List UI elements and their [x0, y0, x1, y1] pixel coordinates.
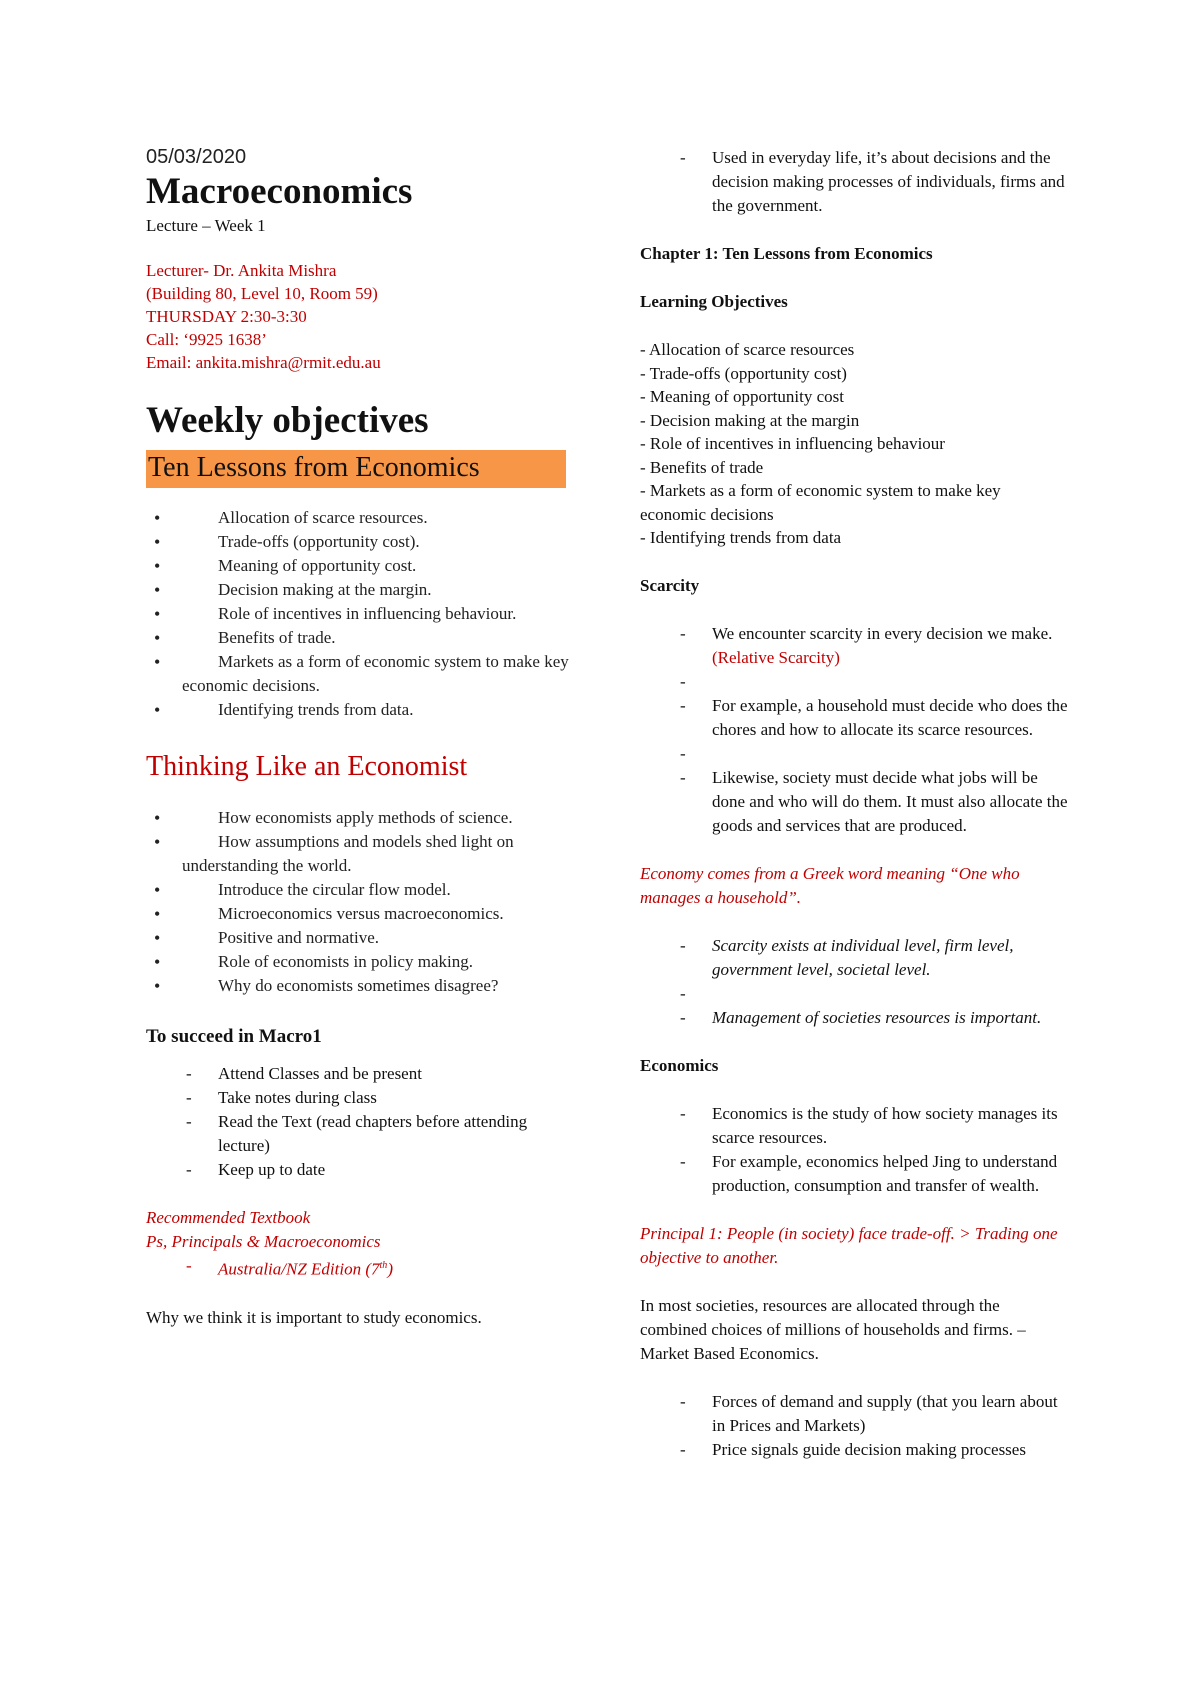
scarcity-heading: Scarcity [640, 575, 700, 595]
list-item: • Markets as a form of economic system to make key economic decisions. [146, 650, 576, 698]
textbook-list [146, 1254, 576, 1282]
lecturer-location: (Building 80, Level 10, Room 59) [146, 283, 378, 303]
list-item: - For example, economics helped Jing to understand production, consumption and transfer of wealth. [640, 1150, 1070, 1198]
textbook-edition-text: Australia/NZ Edition (7 [218, 1259, 380, 1279]
intro-item: - Used in everyday life, it’s about decisions and the decision making processes of individuals, firms and the government. [640, 146, 1070, 218]
list-item: • Meaning of opportunity cost. [146, 554, 576, 578]
textbook-title: Ps, Principals & Macroeconomics [146, 1231, 381, 1251]
weekly-objectives-heading: Weekly objectives [146, 399, 429, 441]
list-item: • Decision making at the margin. [146, 578, 576, 602]
list-item: - Scarcity exists at individual level, firm level, government level, societal level. [640, 934, 1070, 982]
chapter-heading: Chapter 1: Ten Lessons from Economics [640, 244, 933, 263]
economics-list [640, 1102, 1070, 1198]
list-item: - Read the Text (read chapters before attending lecture) [146, 1110, 576, 1158]
list-item: • Allocation of scarce resources. [146, 506, 576, 530]
lecturer-phone: Call: ‘9925 1638’ [146, 329, 267, 349]
list-item: • How assumptions and models shed light on understanding the world. [146, 830, 576, 878]
list-item: • Benefits of trade. [146, 626, 576, 650]
ten-lessons-heading: Ten Lessons from Economics [146, 450, 566, 488]
economy-quote: Economy comes from a Greek word meaning “One who manages a household”. [640, 863, 1020, 907]
list-item: - Attend Classes and be present [146, 1062, 576, 1086]
scarcity-levels-list [640, 934, 1070, 1030]
textbook-edition [146, 1254, 576, 1282]
lecturer-name: Lecturer- Dr. Ankita Mishra [146, 260, 337, 280]
objectives-list [640, 338, 1070, 550]
list-item: • How economists apply methods of science. [146, 806, 576, 830]
right-column [640, 146, 1070, 1462]
list-item: - Benefits of trade [640, 457, 764, 477]
textbook-edition-end: ) [387, 1259, 393, 1279]
list-item [640, 622, 1070, 670]
lecturer-hours: THURSDAY 2:30-3:30 [146, 306, 307, 326]
lecturer-email: Email: ankita.mishra@rmit.edu.au [146, 352, 381, 372]
lecturer-info [146, 259, 576, 374]
list-item: • Why do economists sometimes disagree? [146, 974, 576, 998]
list-item: - Take notes during class [146, 1086, 576, 1110]
economics-heading: Economics [640, 1055, 719, 1075]
spacer [640, 670, 1070, 694]
succeed-heading: To succeed in Macro1 [146, 1025, 322, 1047]
textbook-edition-sup: th [379, 1259, 388, 1271]
principal-1: Principal 1: People (in society) face trade-off. > Trading one objective to another. [640, 1223, 1058, 1267]
list-item: - Likewise, society must decide what jobs will be done and who will do them. It must also allocate the goods and services that are produced. [640, 766, 1070, 838]
list-item: • Identifying trends from data. [146, 698, 576, 722]
date: 05/03/2020 [146, 146, 247, 168]
left-column [146, 142, 576, 1330]
list-item: - Trade-offs (opportunity cost) [640, 363, 847, 383]
list-item: - Meaning of opportunity cost [640, 387, 844, 406]
succeed-list [146, 1062, 576, 1182]
list-item: • Introduce the circular flow model. [146, 878, 576, 902]
page-title: Macroeconomics [146, 171, 413, 212]
list-item: - Forces of demand and supply (that you learn about in Prices and Markets) [640, 1390, 1070, 1438]
list-item: • Role of incentives in influencing behaviour. [146, 602, 576, 626]
ten-lessons-list [146, 506, 576, 722]
scarcity-text: We encounter scarcity in every decision we make. [712, 623, 1053, 643]
list-item: - Identifying trends from data [640, 528, 842, 547]
scarcity-list [640, 622, 1070, 838]
list-item: • Positive and normative. [146, 926, 576, 950]
spacer [640, 742, 1070, 766]
relative-scarcity: (Relative Scarcity) [712, 647, 840, 667]
list-item: - Price signals guide decision making processes [640, 1438, 1070, 1462]
learning-objectives-heading: Learning Objectives [640, 292, 788, 311]
market-paragraph: In most societies, resources are allocated through the combined choices of millions of households and firms. – Market Based Economics. [640, 1295, 1026, 1363]
list-item: - Markets as a form of economic system to make key economic decisions [640, 481, 1001, 524]
intro-list [640, 146, 1070, 218]
list-item: • Microeconomics versus macroeconomics. [146, 902, 576, 926]
list-item: • Role of economists in policy making. [146, 950, 576, 974]
thinking-heading: Thinking Like an Economist [146, 751, 468, 783]
list-item: - Keep up to date [146, 1158, 576, 1182]
list-item: - For example, a household must decide who does the chores and how to allocate its scarce resources. [640, 694, 1070, 742]
forces-list [640, 1390, 1070, 1462]
list-item: - Decision making at the margin [640, 410, 860, 430]
why-study: Why we think it is important to study economics. [146, 1307, 482, 1327]
list-item: - Allocation of scarce resources [640, 340, 855, 359]
list-item: • Trade-offs (opportunity cost). [146, 530, 576, 554]
lecture-subtitle: Lecture – Week 1 [146, 215, 266, 235]
textbook-label: Recommended Textbook [146, 1207, 311, 1227]
list-item: - Management of societies resources is important. [640, 1006, 1070, 1030]
list-item: - Role of incentives in influencing behaviour [640, 434, 945, 453]
thinking-list [146, 806, 576, 998]
list-item: - Economics is the study of how society manages its scarce resources. [640, 1102, 1070, 1150]
spacer [640, 982, 1070, 1006]
